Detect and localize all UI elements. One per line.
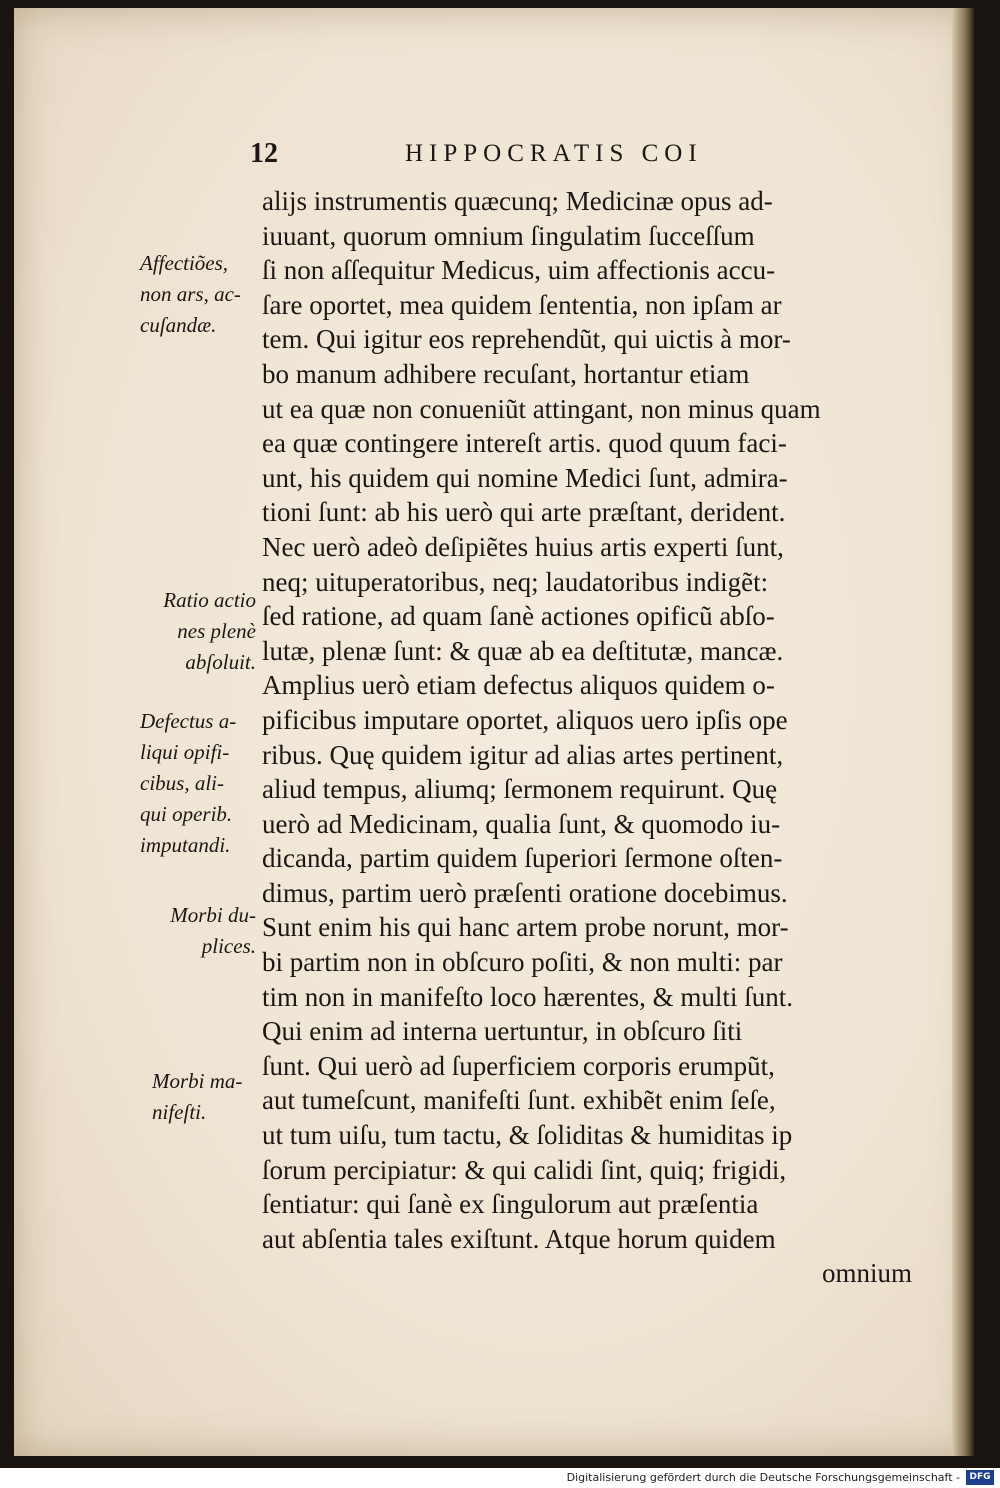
text-line: pificibus imputare oportet, aliquos uero ipſis ope: [262, 704, 788, 735]
text-line: unt, his quidem qui nomine Medici ſunt, admira-: [262, 462, 788, 493]
text-line: tioni ſunt: ab his uerò qui arte præſtant, derident.: [262, 497, 786, 528]
text-line: aliud tempus, aliumq; ſermonem requirunt. Quę: [262, 774, 778, 805]
text-line: Sunt enim his qui hanc artem probe norunt, mor-: [262, 912, 789, 943]
text-line: ut ea quæ non conueniũt attingant, non minus quam: [262, 393, 821, 424]
text-line: ribus. Quę quidem igitur ad alias artes pertinent,: [262, 739, 784, 770]
marginal-note: [146, 585, 256, 678]
text-line: aut abſentia tales exiſtunt. Atque horum quidem: [262, 1223, 776, 1254]
funding-credit: Digitalisierung gefördert durch die Deutsche Forschungsgemeinschaft -: [566, 1471, 960, 1484]
running-title: HIPPOCRATIS COI: [405, 140, 703, 167]
page-number: 12: [250, 138, 278, 169]
marginal-note: [140, 706, 250, 861]
book-spine-edge: [952, 8, 974, 1456]
marginal-note: [146, 900, 256, 962]
marginal-note-line: nes plenè: [177, 619, 256, 643]
marginal-note: [152, 1066, 262, 1128]
text-line: Qui enim ad interna uertuntur, in obſcuro ſiti: [262, 1016, 743, 1047]
page-header: [250, 138, 810, 178]
text-line: iuuant, quorum omnium ſingulatim ſucceſſum: [262, 220, 755, 251]
text-line: dimus, partim uerò præſenti oratione docebimus.: [262, 877, 788, 908]
text-line: aliјs instrumentis quæcunq; Medicinæ opus ad-: [262, 186, 773, 216]
marginal-note-line: Defectus a-: [140, 709, 237, 733]
text-line: ea quæ contingere intereſt artis. quod quum faci-: [262, 428, 787, 459]
marginal-note-line: cuſandæ.: [140, 313, 217, 337]
text-line: tim non in manifeſto loco hærentes, & multi ſunt.: [262, 981, 793, 1012]
text-line: omnium: [821, 1258, 912, 1289]
text-line: ſed ratione, ad quam ſanè actiones opificũ abſo-: [262, 601, 775, 632]
marginal-note-line: nifeſti.: [152, 1100, 207, 1124]
text-line: Amplius uerò etiam defectus aliquos quidem o-: [262, 670, 775, 701]
text-line: ſi non aſſequitur Medicus, uim affectionis accu-: [262, 255, 776, 286]
marginal-note-line: abſoluit.: [185, 650, 256, 674]
marginal-note-line: Morbi ma-: [152, 1069, 243, 1093]
text-line: aut tumeſcunt, manifeſti ſunt. exhibẽt enim ſeſe,: [262, 1085, 776, 1116]
marginal-note-line: non ars, ac-: [140, 282, 241, 306]
marginal-note-line: Morbi du-: [170, 903, 256, 927]
marginal-note-line: imputandi.: [140, 833, 231, 857]
text-line: dicanda, partim quidem ſuperiori ſermone oſten-: [262, 843, 783, 874]
text-line: lutæ, plenæ ſunt: & quæ ab ea deſtitutæ, mancæ.: [262, 635, 784, 666]
text-line: bi partim non in obſcuro poſiti, & non multi: par: [262, 947, 783, 978]
text-line: bo manum adhibere recuſant, hortantur etiam: [262, 358, 750, 389]
text-line: ſunt. Qui uerò ad ſuperficiem corporis erumpũt,: [262, 1050, 775, 1081]
text-line: ſorum percipiatur: & qui calidi ſint, quiq; frigidi,: [262, 1154, 787, 1185]
dfg-logo-icon: DFG: [966, 1470, 994, 1485]
text-line: ſentiatur: qui ſanè ex ſingulorum aut præſentia: [262, 1189, 759, 1220]
digitization-footer: [0, 1468, 1000, 1488]
text-line: tem. Qui igitur eos reprehendũt, qui uictis à mor-: [262, 324, 791, 355]
main-text-block: [262, 184, 912, 1291]
marginal-note-line: Ratio actio: [163, 588, 256, 612]
marginal-note-line: plices.: [201, 934, 256, 958]
marginal-note-line: liqui opifi-: [140, 740, 230, 764]
marginal-note: [140, 248, 250, 341]
text-line: Nec uerò adeò deſipiẽtes huius artis experti ſunt,: [262, 531, 784, 562]
marginal-note-line: cibus, ali-: [140, 771, 224, 795]
marginal-note-line: Affectiões,: [140, 251, 229, 275]
marginal-note-line: qui operib.: [140, 802, 233, 826]
text-line: ut tum uiſu, tum tactu, & ſoliditas & humiditas ip: [262, 1120, 793, 1151]
text-line: uerò ad Medicinam, qualia ſunt, & quomodo iu-: [262, 808, 781, 839]
text-line: ſare oportet, mea quidem ſententia, non ipſam ar: [262, 289, 782, 320]
text-line: neq; uituperatoribus, neq; laudatoribus indigẽt:: [262, 566, 769, 597]
